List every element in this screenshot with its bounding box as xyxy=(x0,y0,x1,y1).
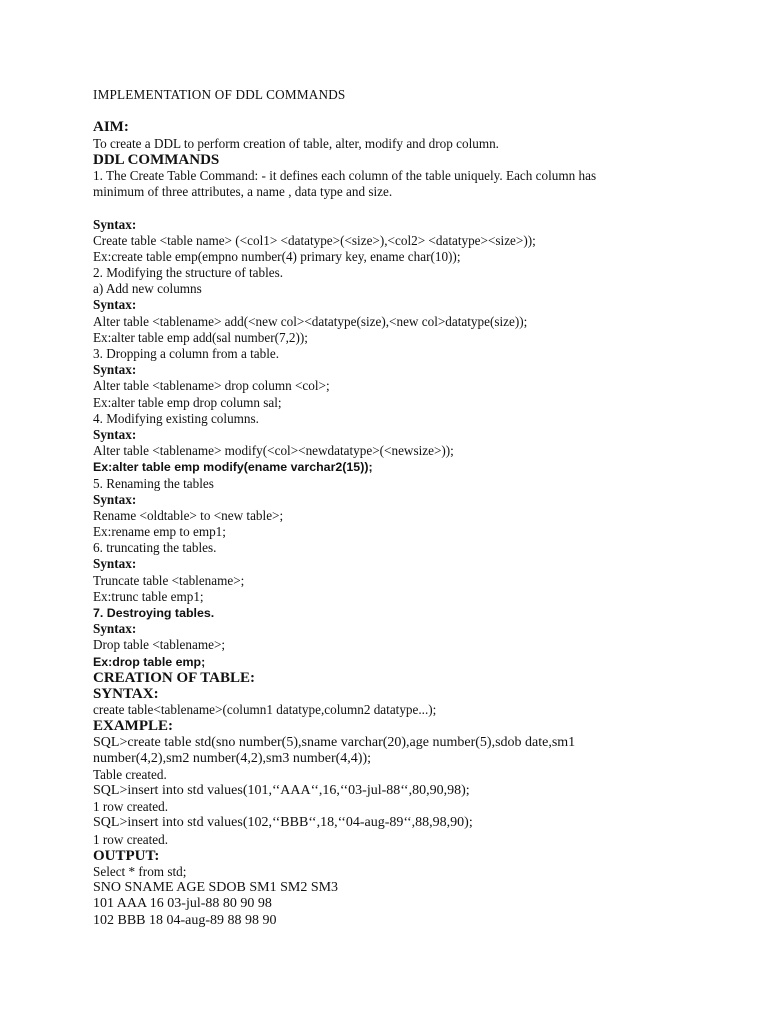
create-syntax: Create table <table name> (<col1> <datatype>(<size>),<col2> <datatype><size>)); xyxy=(93,232,536,248)
creation-syntax: create table<tablename>(column1 datatype,column2 datatype...); xyxy=(93,702,437,718)
syntax-label: Syntax: xyxy=(93,362,137,378)
example-heading: EXAMPLE: xyxy=(93,718,173,735)
table-created-message: Table created. xyxy=(93,766,167,782)
syntax-upper-heading: SYNTAX: xyxy=(93,685,159,702)
destroy-heading: 7. Destroying tables. xyxy=(93,606,215,620)
syntax-label: Syntax: xyxy=(93,297,137,313)
drop-column-example: Ex:alter table emp drop column sal; xyxy=(93,394,282,410)
syntax-label: Syntax: xyxy=(93,621,137,637)
row-created-message: 1 row created. xyxy=(93,799,169,815)
add-syntax: Alter table <tablename> add(<new col><datatype(size),<new col>datatype(size)); xyxy=(93,313,528,329)
syntax-label: Syntax: xyxy=(93,426,137,442)
create-example: Ex:create table emp(empno number(4) primary key, ename char(10)); xyxy=(93,248,461,264)
rename-example: Ex:rename emp to emp1; xyxy=(93,524,226,540)
sql-insert-1: SQL>insert into std values(101,‘‘AAA‘‘,16,‘‘03-jul-88‘‘,80,90,98); xyxy=(93,783,470,799)
sql-create-line-1: SQL>create table std(sno number(5),sname varchar(20),age number(5),sdob date,sm1 xyxy=(93,734,576,750)
modify-structure-heading: 2. Modifying the structure of tables. xyxy=(93,265,284,281)
document-page xyxy=(93,87,693,929)
syntax-label: Syntax: xyxy=(93,216,137,232)
modify-heading: 4. Modifying existing columns. xyxy=(93,410,259,426)
output-heading: OUTPUT: xyxy=(93,847,160,864)
add-example: Ex:alter table emp add(sal number(7,2)); xyxy=(93,329,308,345)
drop-column-heading: 3. Dropping a column from a table. xyxy=(93,346,280,361)
drop-example: Ex:drop table emp; xyxy=(93,654,206,669)
row-created-message: 1 row created. xyxy=(93,831,169,847)
creation-heading: CREATION OF TABLE: xyxy=(93,669,255,686)
drop-column-syntax: Alter table <tablename> drop column <col>; xyxy=(93,378,330,394)
ddl-heading: DDL COMMANDS xyxy=(93,151,220,168)
modify-syntax: Alter table <tablename> modify(<col><newdatatype>(<newsize>)); xyxy=(93,443,454,459)
syntax-label: Syntax: xyxy=(93,491,137,507)
result-row: 102 BBB 18 04-aug-89 88 98 90 xyxy=(93,912,277,928)
result-row: 101 AAA 16 03-jul-88 80 90 98 xyxy=(93,896,272,912)
document-title: IMPLEMENTATION OF DDL COMMANDS xyxy=(93,87,346,102)
add-columns-heading: a) Add new columns xyxy=(93,281,202,297)
sql-insert-2: SQL>insert into std values(102,‘‘BBB‘‘,18,‘‘04-aug-89‘‘,88,98,90); xyxy=(93,815,473,831)
truncate-heading: 6. truncating the tables. xyxy=(93,540,217,556)
select-statement: Select * from std; xyxy=(93,864,187,879)
spacer xyxy=(93,200,693,216)
rename-heading: 5. Renaming the tables xyxy=(93,475,214,491)
aim-text: To create a DDL to perform creation of table, alter, modify and drop column. xyxy=(93,135,499,151)
rename-syntax: Rename <oldtable> to <new table>; xyxy=(93,507,284,523)
truncate-example: Ex:trunc table emp1; xyxy=(93,588,204,604)
create-description-line-2: minimum of three attributes, a name , data type and size. xyxy=(93,184,393,200)
syntax-label: Syntax: xyxy=(93,556,137,572)
drop-syntax: Drop table <tablename>; xyxy=(93,637,226,653)
create-description-line-1: 1. The Create Table Command: - it defines each column of the table uniquely. Each column has xyxy=(93,167,597,183)
modify-example: Ex:alter table emp modify(ename varchar2(15)); xyxy=(93,460,373,475)
sql-create-line-2: number(4,2),sm2 number(4,2),sm3 number(4,4)); xyxy=(93,750,371,766)
aim-heading: AIM: xyxy=(93,119,129,136)
truncate-syntax: Truncate table <tablename>; xyxy=(93,572,245,588)
spacer xyxy=(93,103,693,119)
result-header-row: SNO SNAME AGE SDOB SM1 SM2 SM3 xyxy=(93,880,339,896)
